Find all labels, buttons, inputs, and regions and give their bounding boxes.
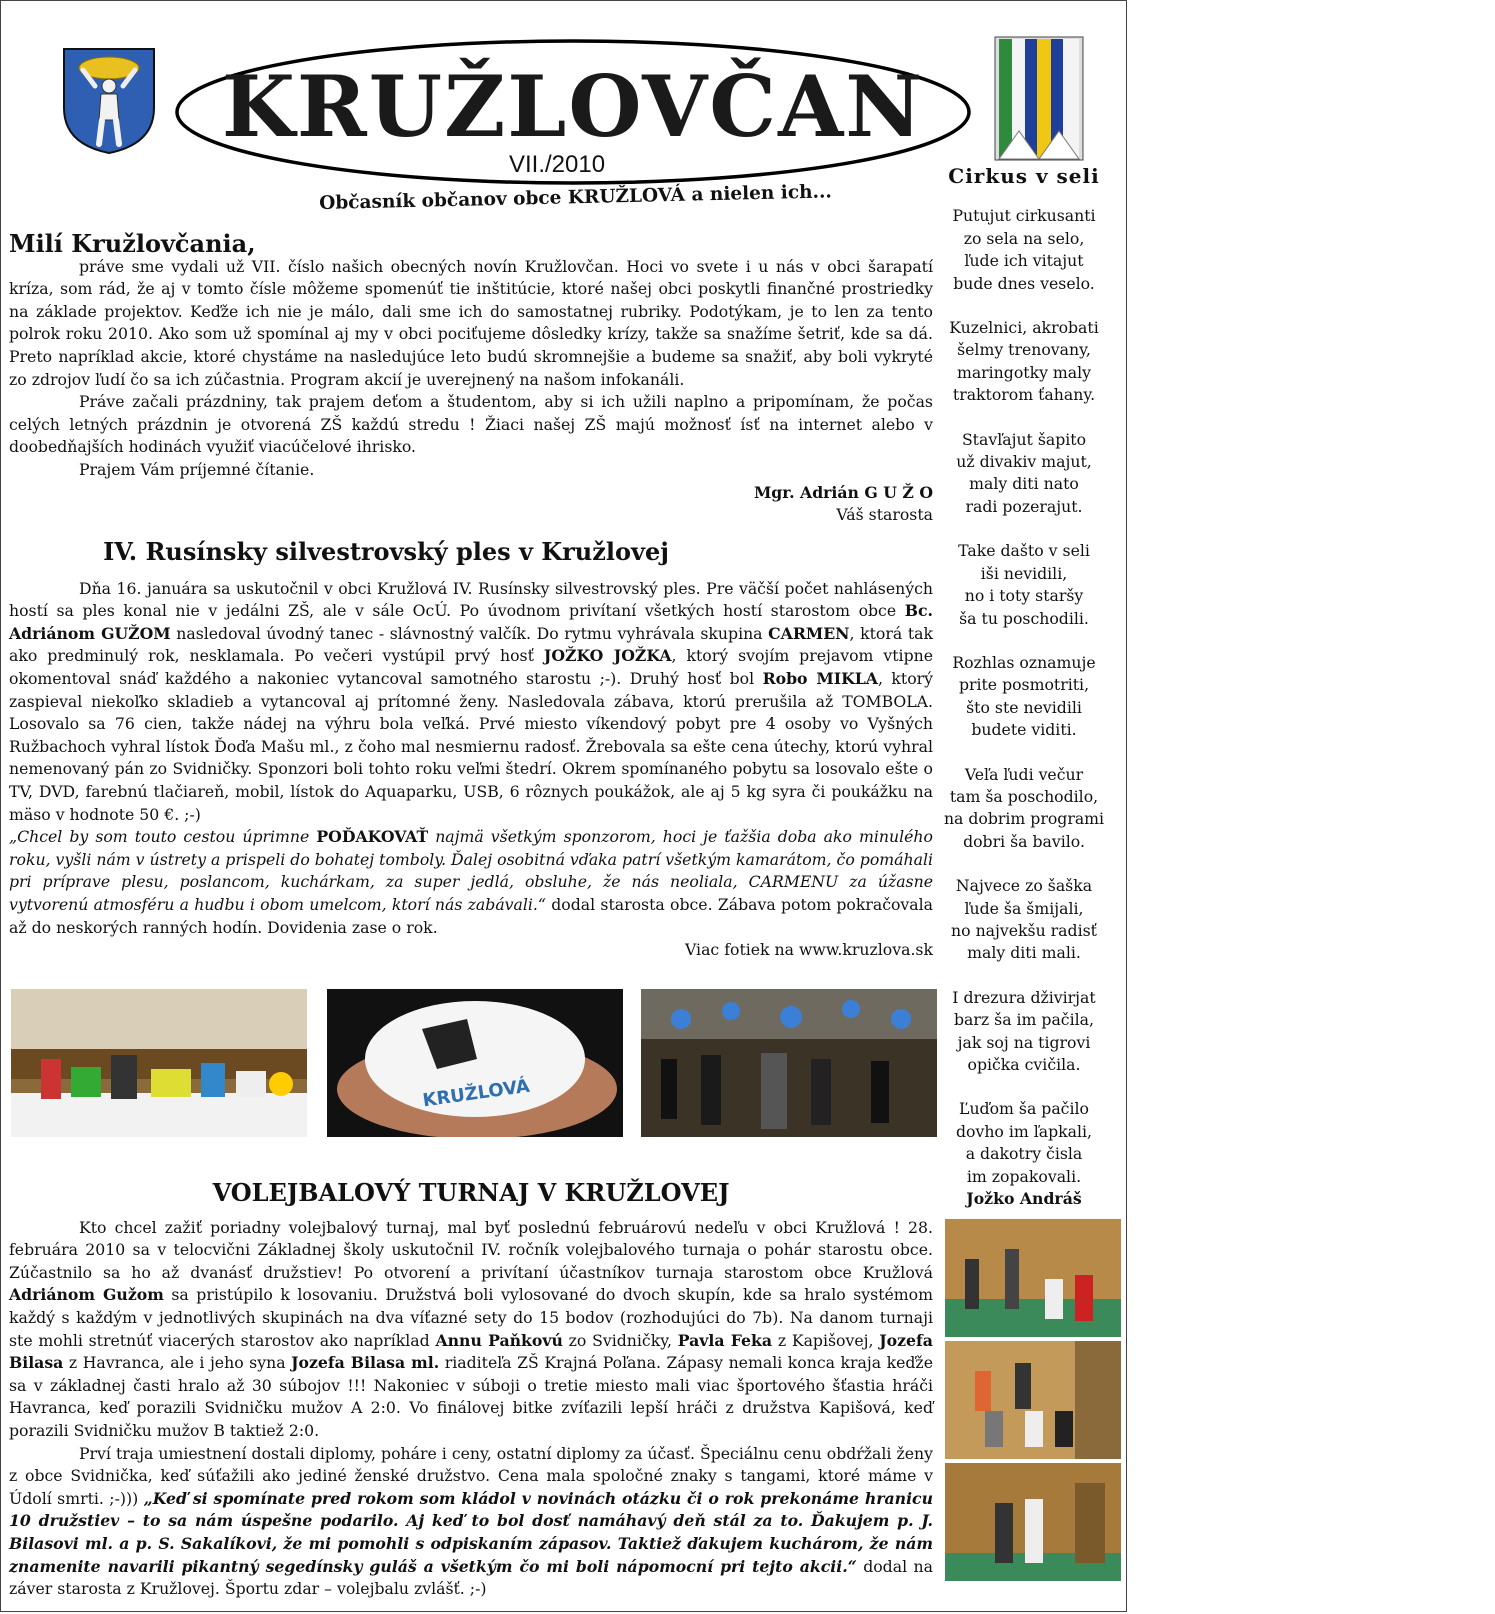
article-text: , ktorá tak ako predminulý rok, nesklamala. Po večeri vystúpil prvý hosť [9, 623, 933, 666]
website-link[interactable]: Viac fotiek na www.kruzlova.sk [685, 940, 933, 960]
ball-article [9, 537, 934, 962]
poem-stanza: Veľa ľudi večur tam ša poschodilo, na dobrim programi dobri ša bavilo. [943, 764, 1105, 851]
poem-stanza: Take dašto v seli iši nevidili, no i toty staršy ša tu poschodili. [958, 541, 1090, 628]
volleyball-article [9, 1178, 933, 1601]
band-name: CARMEN [768, 623, 850, 643]
person-name: Annu Paňkovú [435, 1330, 563, 1350]
issue-number: VII./2010 [509, 151, 606, 178]
photo-volleyball-team-1 [945, 1219, 1121, 1337]
poem-stanza: I drezura dživirjat barz ša im pačila, jak soj na tigrovi opička cvičila. [952, 987, 1096, 1074]
editorial-section [9, 229, 933, 527]
photo-volleyball-team-2 [945, 1341, 1121, 1459]
poem-stanza: Stavľajut šapito už divakiv majut, maly diti nato radi pozerajut. [956, 429, 1092, 516]
signature: Mgr. Adrián G U Ž O [753, 482, 933, 502]
poem-sidebar [933, 165, 1115, 1210]
person-name: Bc. Adriánom GUŽOM [9, 601, 933, 643]
person-name: JOŽKO JOŽKA [543, 646, 672, 666]
photo-ball-cake [327, 989, 623, 1137]
person-name: Pavla Feka [677, 1330, 773, 1350]
greeting-heading: Milí Kružlovčania, [9, 229, 256, 258]
article-text: z Kapišovej, [777, 1330, 874, 1350]
person-name: Adriánom Gužom [9, 1285, 164, 1305]
newspaper-subtitle: Občasník občanov obce KRUŽLOVÁ a nielen ich... [319, 181, 833, 214]
photo-volleyball-winners [945, 1463, 1121, 1581]
ball-heading: IV. Rusínsky silvestrovský ples v Kružlovej [103, 537, 669, 566]
photo-tombola-prizes [11, 989, 307, 1137]
poem-stanza: Kuzelnici, akrobati šelmy trenovany, maringotky maly traktorom ťahany. [949, 318, 1099, 405]
quote-text: „Keď si spomínate pred rokom som kládol v novinách otázku či o rok prekonáme hranicu 10 družstiev – to sa nám úspešne podarilo. Aj keď to bol dosť namáhavý deň stál za to. Ďakujem p. J. Bilasovi ml. a p. S. Sakalíkovi, že mi pomohli s odpiskaním zápasov. Taktiež ďakujem kuchárom, že nám znamenite navarili pikantný segedínsky guláš a všetkým čo mi boli nápomocní pri tejto akcii.“ [9, 1488, 933, 1576]
article-text: dodal starosta obce. Zábava potom pokračovala až do neskorých ranných hodín. Dovidenia zase o rok. [9, 894, 934, 937]
article-text: , ktorý svojím prejavom vtipne okomentoval snáď každého a nakoniec vytancoval samotného starostu ;-). Druhý hosť bol [9, 646, 933, 688]
person-name: Jozefa Bilasa [9, 1330, 933, 1373]
article-text: Dňa 16. januára sa uskutočnil v obci Kružlová IV. Rusínsky silvestrovský ples. Pre väčší počet nahlásených hostí sa ples konal nie v jedálni ZŠ, ale v sále OcÚ. Po úvodnom privítaní všetkých hostí starostom obce [9, 578, 933, 621]
quote-text: „Chcel by som touto cestou úprimne [9, 827, 310, 847]
volleyball-heading: VOLEJBALOVÝ TURNAJ V KRUŽLOVEJ [212, 1178, 730, 1207]
poem-stanza: Rozhlas oznamuje prite posmotriti, što ste nevidili budete viditi. [952, 652, 1096, 740]
newspaper-title: KRUŽLOVČAN [221, 57, 925, 156]
person-name: Robo MIKLA [762, 668, 878, 688]
editorial-paragraph: Prajem Vám príjemné čítanie. [79, 459, 315, 479]
article-text: nasledoval úvodný tanec - slávnostný valčík. Do rytmu vyhrávala skupina [176, 623, 763, 643]
village-coat-of-arms [61, 46, 157, 156]
editorial-paragraph: Práve začali prázdniny, tak prajem deťom a študentom, aby si ich užili naplno a pripomínam, že počas celých letných prázdnin je otvorená ZŠ každú stredu ! Žiaci našej ZŠ majú možnosť ísť na internet alebo v doobedňajších hodinách využiť viacúčelové ihrisko. [9, 392, 933, 457]
quote-text: najmä všetkým sponzorom, hoci je ťažšia doba ako minulého roku, vyšli nám v ústrety a prispeli do bohatej tomboly. Ďalej osobitná vďaka patrí všetkým kamarátom, čo pomáhali pri príprave plesu, poslancom, kuchárkam, za super jedlá, obsluhe, že nás neoliala, CARMENU za úžasne vytvorenú atmosféru a hudbu i obom umelcom, ktorí nás zabávali.“ [9, 827, 933, 914]
article-text: dodal na záver starosta z Kružlovej. Športu zdar – volejbalu zvlášť. ;-) [9, 1556, 933, 1599]
quote-emphasis: POĎAKOVAŤ [316, 827, 429, 847]
poem-title: Cirkus v seli [948, 164, 1100, 188]
article-text: sa pristúpilo k losovaniu. Družstvá boli vylosované do dvoch skupín, kde sa hralo systémom každý s každým v jednotlivých skupinách na dva víťazné sety do 15 bodov (rozhodujúci do 7b). Na danom turnaji ste mohli stretnúť viacerých starostov ako napríklad [9, 1285, 933, 1350]
poem-author: Jožko Andráš [966, 1189, 1082, 1209]
article-text: Prví traja umiestnení dostali diplomy, poháre i ceny, ostatní diplomy za účasť. Špeciálnu cenu obdŕžali ženy z obce Svidnička, keď súťažili ako jediné ženské družstvo. Cena mala spoločné znaky s tangami, ktoré máme v Údolí smrti. ;-))) [9, 1443, 933, 1508]
poem-stanza: Putujut cirkusanti zo sela na selo, ľude ich vitajut bude dnes veselo. [952, 206, 1096, 293]
village-flag [993, 35, 1085, 162]
person-name: Jozefa Bilasa ml. [291, 1353, 440, 1373]
editorial-paragraph: práve sme vydali už VII. číslo našich obecných novín Kružlovčan. Hoci vo svete i u nás v obci šarapatí kríza, som rád, že aj v tomto čísle môžeme spomenúť tie inštitúcie, ktoré našej obci poskytli finančné prostriedky na základe projektov. Keďže ich nie je málo, dali sme ich do samostatnej rubriky. Podotýkam, je to len za tento polrok roku 2010. Ako som už spomínal aj my v obci pociťujeme dôsledky krízy, takže sa snažíme šetriť, kde sa dá. Preto napríklad akcie, ktoré chystáme na nasledujúce leto budú skromnejšie a budeme sa snažiť, aby boli vykryté zo zdrojov ľudí čo sa ich zúčastnia. Program akcií je uverejnený na našom infokanáli. [9, 256, 933, 389]
article-text: riaditeľa ZŠ Krajná Poľana. Zápasy nemali konca kraja keďže sa v základnej časti hralo až 30 súbojov !!! Nakoniec v súboji o tretie miesto mali viac športového šťastia hráči Havranca, keď porazili Svidničku mužov A 2:0. Vo finálovej bitke zvíťazili lepší hráči z družstva Kapišová, keď porazili Svidničku mužov B taktiež 2:0. [9, 1353, 933, 1440]
poem-stanza: Ľuďom ša pačilo dovho im ľapkali, a dakotry čisla im zopakovali. [955, 1099, 1093, 1186]
article-text: Kto chcel zažiť poriadny volejbalový turnaj, mal byť poslednú februárovú nedeľu v obci Kružlová ! 28. februára 2010 sa v telocvični Základnej školy uskutočnil IV. ročník volejbalového turnaja o pohár starostu obce. Zúčastnilo sa ho až dvanásť družstiev! Po otvorení a privítaní účastníkov turnaja starostom obce Kružlová [9, 1217, 933, 1282]
article-text: z Havranca, ale i jeho syna [68, 1353, 286, 1373]
article-text: , ktorý zaspieval niekoľko skladieb a vytancoval aj prítomné ženy. Nasledovala zábava, ktorú prerušila až TOMBOLA. Losovalo sa 76 cien, takže nádej na výhru bola veľká. Prvé miesto víkendový pobyt pre 4 osoby vo Vyšných Ružbachoch vyhral lístok Ďoďa Mašu ml., z čoho mal nesmiernu radosť. Žrebovala sa ešte cena útechy, ktorú vyhral nemenovaný pán zo Svidničky. Sponzori boli tohto roku veľmi štedrí. Okrem spomínaného pobytu sa losovalo ešte o TV, DVD, farebnú tlačiareň, mobil, lístok do Aquaparku, USB, 6 rôznych poukážok, ale aj 5 kg syra či poukážku na mäso v hodnote 50 €. ;-) [9, 668, 934, 824]
signature-role: Váš starosta [836, 505, 933, 525]
poem-stanza: Najvece zo šaška ľude ša šmijali, no najvekšu radisť maly diti mali. [951, 876, 1097, 963]
svg-text:KRUŽLOVÁ: KRUŽLOVÁ [421, 1075, 532, 1112]
photo-ball-dancing [641, 989, 937, 1137]
article-text: zo Svidničky, [568, 1330, 672, 1350]
